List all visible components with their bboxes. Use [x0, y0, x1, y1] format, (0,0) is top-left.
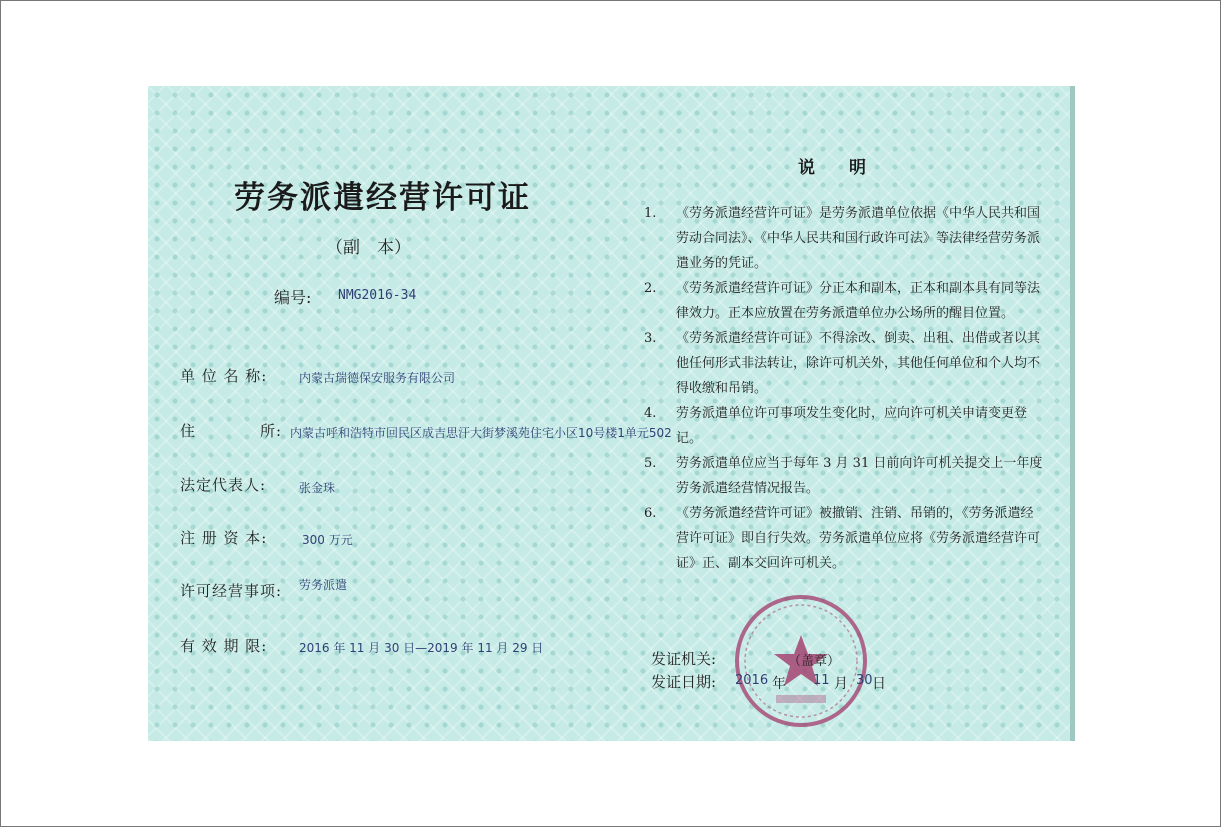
legal-representative-value: 张金珠 — [299, 481, 336, 495]
note-number: 4. — [644, 406, 657, 421]
validity-period-label: 有 效 期 限: — [180, 637, 268, 655]
note-text: 《劳务派遣经营许可证》不得涂改、倒卖、出租、出借或者以其他任何形式非法转让，除许可机关外，其他任何单位和个人均不得收缴和吊销。 — [676, 331, 1041, 396]
licensed-business-label: 许可经营事项: — [180, 582, 283, 600]
issue-day: 30 — [856, 673, 873, 688]
note-text: 《劳务派遣经营许可证》是劳务派遣单位依据《中华人民共和国劳动合同法》、《中华人民共和国行政许可法》等法律经营劳务派遣业务的凭证。 — [676, 206, 1041, 271]
registered-capital-value: 300 万元 — [302, 533, 353, 547]
note-item — [644, 326, 1044, 401]
issue-month: 11 — [813, 673, 830, 688]
notes-list — [644, 201, 1044, 576]
note-number: 2. — [644, 281, 657, 296]
license-certificate — [148, 86, 1075, 741]
issue-day-unit: 日 — [872, 676, 886, 692]
note-item — [644, 451, 1044, 501]
address-value: 内蒙古呼和浩特市回民区成吉思汗大街梦溪苑住宅小区10号楼1单元502 — [290, 426, 672, 440]
note-text: 劳务派遣单位许可事项发生变化时，应向许可机关申请变更登记。 — [676, 406, 1028, 446]
issuer-label: 发证机关: — [651, 650, 717, 668]
note-number: 1. — [644, 206, 657, 221]
certificate-title: 劳务派遣经营许可证 — [234, 180, 531, 216]
validity-period-value: 2016 年 11 月 30 日—2019 年 11 月 29 日 — [299, 641, 544, 655]
legal-representative-label: 法定代表人: — [180, 476, 267, 494]
issue-year: 2016 — [735, 673, 769, 688]
number-label: 编号: — [274, 288, 312, 307]
note-item — [644, 276, 1044, 326]
company-name-label: 单 位 名 称: — [180, 367, 268, 385]
address-label: 住 所: — [180, 422, 283, 440]
company-name-value: 内蒙古瑞德保安服务有限公司 — [299, 371, 456, 385]
note-text: 《劳务派遣经营许可证》分正本和副本，正本和副本具有同等法律效力。正本应放置在劳务派遣单位办公场所的醒目位置。 — [676, 281, 1041, 321]
note-item — [644, 201, 1044, 276]
note-text: 劳务派遣单位应当于每年 3 月 31 日前向许可机关提交上一年度劳务派遣经营情况报告。 — [676, 456, 1043, 496]
certificate-edge — [1070, 86, 1075, 741]
number-value: NMG2016-34 — [338, 288, 417, 303]
note-number: 3. — [644, 331, 657, 346]
notes-title: 说 明 — [798, 158, 866, 178]
note-number: 5. — [644, 456, 657, 471]
note-item — [644, 401, 1044, 451]
licensed-business-value: 劳务派遣 — [299, 578, 348, 592]
certificate-subtitle: （副 本） — [326, 238, 411, 258]
issue-date-label: 发证日期: — [651, 673, 717, 691]
issue-year-unit: 年 — [772, 676, 786, 692]
issuer-seal-note: （盖章） — [788, 654, 841, 669]
registered-capital-label: 注 册 资 本: — [180, 529, 268, 547]
issue-month-unit: 月 — [834, 676, 848, 692]
note-number: 6. — [644, 506, 657, 521]
note-text: 《劳务派遣经营许可证》被撤销、注销、吊销的，《劳务派遣经营许可证》即自行失效。劳务派遣单位应将《劳务派遣经营许可证》正、副本交回许可机关。 — [676, 506, 1041, 571]
note-item — [644, 501, 1044, 576]
